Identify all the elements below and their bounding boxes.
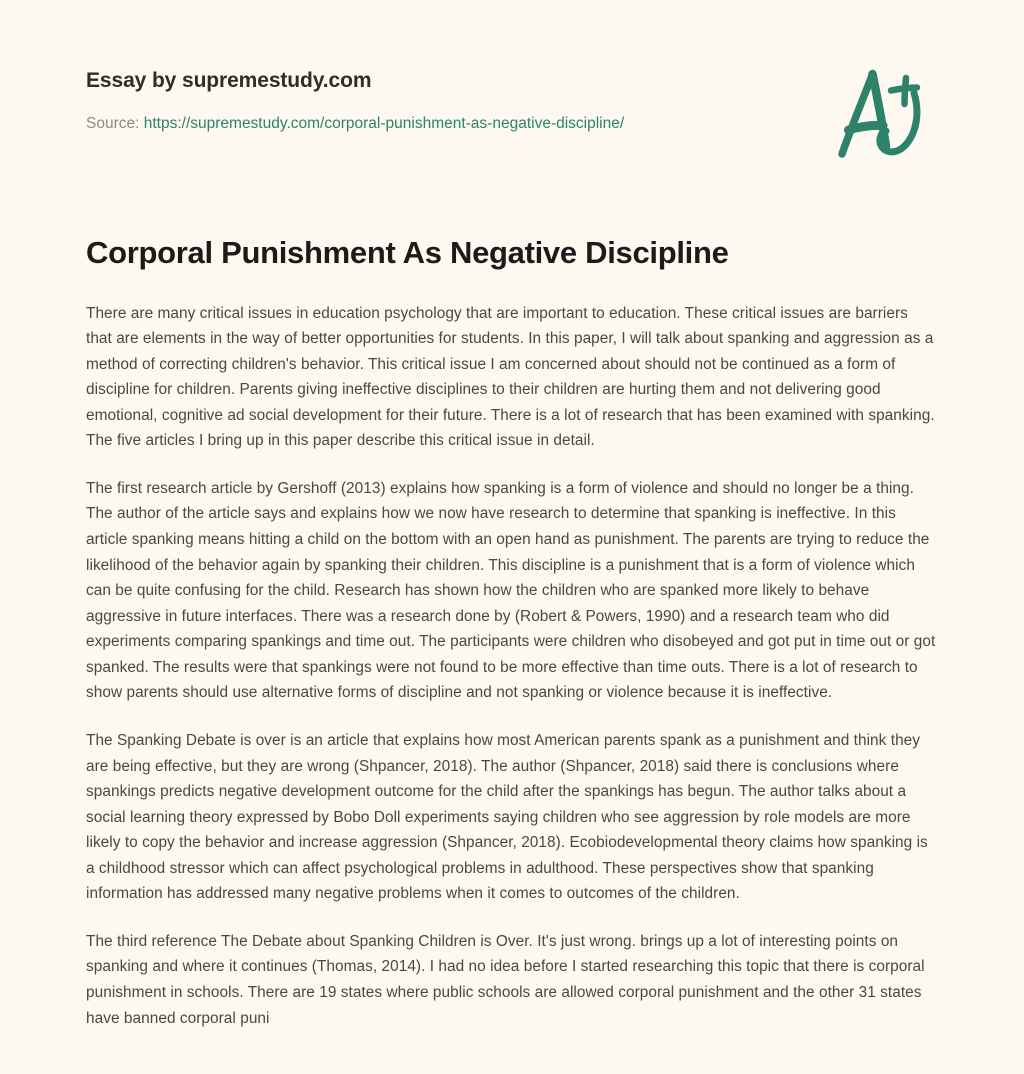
- essay-body: [86, 273, 938, 1032]
- paragraph: The Spanking Debate is over is an article that explains how most American parents spank as a punishment and think they are being effective, but they are wrong (Shpancer, 2018). The author (Shpancer, 2018) said there is conclusions where spankings predicts negative development outcome for the child after the spankings has begun. The author talks about a social learning theory expressed by Bobo Doll experiments saying children who see aggression by role models are more likely to copy the behavior and increase aggression (Shpancer, 2018). Ecobiodevelopmental theory claims how spanking is a childhood stressor which can affect psychological problems in adulthood. These perspectives show that spanking information has addressed many negative problems when it comes to outcomes of the children.: [86, 731, 928, 903]
- paragraph: The first research article by Gershoff (2013) explains how spanking is a form of violence and should no longer be a thing. The author of the article says and explains how we now have research to determine that spanking is ineffective. In this article spanking means hitting a child on the bottom with an open hand as punishment. The parents are trying to reduce the likelihood of the behavior again by spanking their children. This discipline is a punishment that is a form of violence which can be quite confusing for the child. Research has shown how the children who are spanked more likely to behave aggressive in future interfaces. There was a research done by (Robert & Powers, 1990) and a research team who did experiments comparing spankings and time out. The participants were children who disobeyed and got put in time out or got spanked. The results were that spankings were not found to be more effective than time outs. There is a lot of research to show parents should use alternative forms of discipline and not spanking or violence because it is ineffective.: [86, 479, 936, 702]
- source-label: Source:: [86, 115, 140, 133]
- paragraph: The third reference The Debate about Spanking Children is Over. It's just wrong. brings up a lot of interesting points on spanking and where it continues (Thomas, 2014). I had no idea before I started researching this topic that there is corporal punishment in schools. There are 19 states where public schools are allowed corporal punishment and the other 31 states have banned corporal puni: [86, 932, 925, 1027]
- paragraph: There are many critical issues in education psychology that are important to education. These critical issues are barriers that are elements in the way of better opportunities for students. In this paper, I will talk about spanking and aggression as a method of correcting children's behavior. This critical issue I am concerned about should not be continued as a form of discipline for children. Parents giving ineffective disciplines to their children are hurting them and not delivering good emotional, cognitive ad social development for their future. There is a lot of research that has been examined with spanking. The five articles I bring up in this paper describe this critical issue in detail.: [86, 304, 935, 450]
- source-line: [86, 115, 938, 134]
- page-title: Corporal Punishment As Negative Discipline: [86, 234, 729, 270]
- aplus-logo-icon: [820, 62, 938, 180]
- page-header: [86, 0, 938, 134]
- byline: Essay by supremestudy.com: [86, 69, 372, 92]
- source-url-link[interactable]: https://supremestudy.com/corporal-punishment-as-negative-discipline/: [143, 115, 625, 133]
